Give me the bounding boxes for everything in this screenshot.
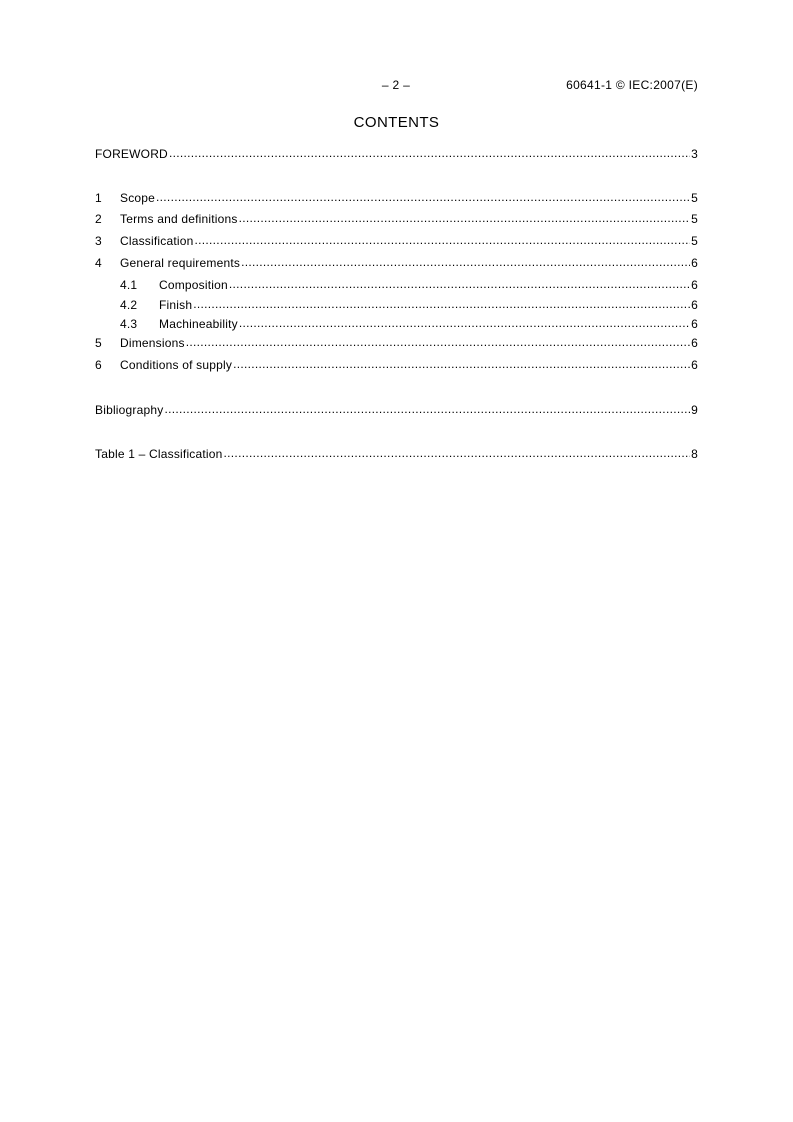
toc-entry-number: 1: [95, 191, 102, 205]
toc-entry-page: 6: [691, 298, 698, 312]
toc-entry-foreword[interactable]: [95, 146, 698, 162]
toc-entry-page: 5: [691, 234, 698, 248]
toc-entry-number: 4.1: [120, 278, 138, 292]
toc-entry-page: 3: [691, 147, 698, 161]
toc-entry-title: Composition: [159, 278, 228, 292]
toc-entry-clause-4[interactable]: [95, 255, 698, 271]
toc-entry-number: 6: [95, 358, 102, 372]
toc-leader-dots: [164, 402, 690, 414]
toc-leader-dots: [186, 335, 690, 347]
toc-entry-title: Scope: [120, 191, 156, 205]
toc-leader-dots: [156, 190, 690, 202]
toc-leader-dots: [233, 357, 690, 369]
toc-entry-title: Machineability: [159, 317, 238, 331]
toc-entry-number: 4.2: [120, 298, 138, 312]
page-header-number: – 2 –: [381, 78, 411, 92]
toc-entry-page: 5: [691, 191, 698, 205]
toc-entry-title: Classification: [120, 234, 194, 248]
toc-entry-number: 4.3: [120, 317, 138, 331]
toc-entry-page: 6: [691, 358, 698, 372]
toc-entry-page: 6: [691, 336, 698, 350]
toc-entry-page: 6: [691, 256, 698, 270]
toc-entry-page: 5: [691, 212, 698, 226]
toc-entry-clause-2[interactable]: [95, 211, 698, 227]
toc-entry-number: 5: [95, 336, 102, 350]
toc-entry-page: 6: [691, 317, 698, 331]
toc-entry-number: 2: [95, 212, 102, 226]
toc-entry-clause-3[interactable]: [95, 233, 698, 249]
toc-leader-dots: [224, 446, 691, 458]
page-header-document-ref: 60641-1 © IEC:2007(E): [566, 78, 698, 92]
toc-leader-dots: [239, 211, 691, 223]
toc-entry-title: Terms and definitions: [120, 212, 238, 226]
toc-leader-dots: [241, 255, 690, 267]
toc-entry-page: 6: [691, 278, 698, 292]
toc-entry-title: Bibliography: [95, 403, 164, 417]
toc-leader-dots: [169, 146, 690, 158]
toc-entry-title: Table 1 – Classification: [95, 447, 223, 461]
toc-entry-table-1[interactable]: [95, 446, 698, 462]
toc-entry-title: Dimensions: [120, 336, 185, 350]
toc-entry-title: General requirements: [120, 256, 241, 270]
toc-entry-clause-4-2[interactable]: [120, 297, 698, 313]
toc-leader-dots: [195, 233, 691, 245]
toc-entry-title: FOREWORD: [95, 147, 168, 161]
toc-entry-number: 4: [95, 256, 102, 270]
toc-entry-clause-4-1[interactable]: [120, 277, 698, 293]
toc-entry-clause-6[interactable]: [95, 357, 698, 373]
toc-entry-number: 3: [95, 234, 102, 248]
toc-entry-clause-1[interactable]: [95, 190, 698, 206]
toc-leader-dots: [239, 316, 690, 328]
toc-leader-dots: [193, 297, 690, 309]
toc-entry-title: Finish: [159, 298, 193, 312]
toc-entry-clause-5[interactable]: [95, 335, 698, 351]
toc-entry-page: 9: [691, 403, 698, 417]
contents-title: CONTENTS: [353, 114, 440, 131]
toc-entry-page: 8: [691, 447, 698, 461]
toc-leader-dots: [229, 277, 690, 289]
toc-entry-title: Conditions of supply: [120, 358, 233, 372]
toc-entry-clause-4-3[interactable]: [120, 316, 698, 332]
toc-entry-bibliography[interactable]: [95, 402, 698, 418]
